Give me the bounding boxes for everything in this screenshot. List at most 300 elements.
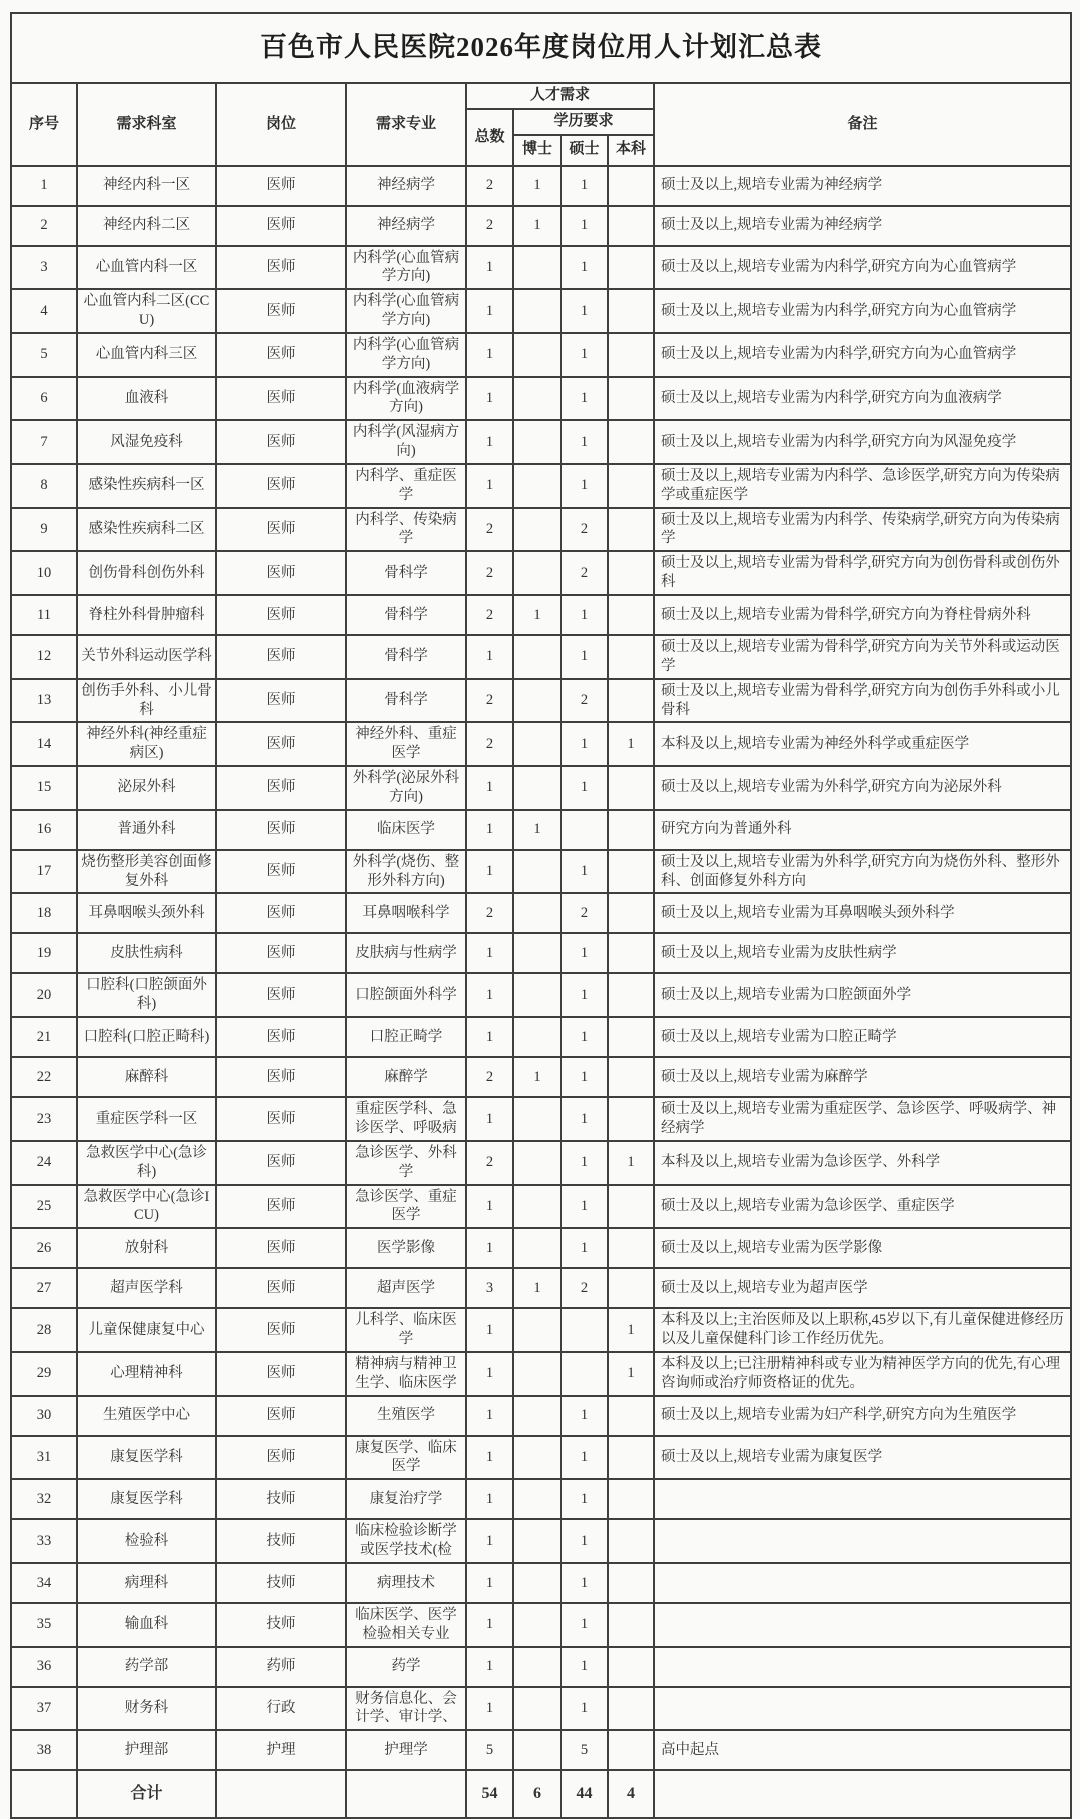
department-cell: 风湿免疫科 bbox=[77, 420, 216, 464]
position-cell: 行政 bbox=[216, 1687, 346, 1731]
phd-count-cell: 6 bbox=[513, 1770, 561, 1818]
position-cell: 医师 bbox=[216, 166, 346, 206]
row-number-cell: 19 bbox=[11, 933, 77, 973]
bachelor-count-cell bbox=[608, 464, 654, 508]
major-cell: 精神病与精神卫生学、临床医学 bbox=[346, 1352, 466, 1396]
col-header-position: 岗位 bbox=[216, 83, 346, 166]
bachelor-count-cell bbox=[608, 635, 654, 679]
department-cell: 心血管内科三区 bbox=[77, 333, 216, 377]
department-cell: 普通外科 bbox=[77, 810, 216, 850]
master-count-cell: 1 bbox=[561, 1141, 608, 1185]
total-count-cell: 1 bbox=[466, 1519, 513, 1563]
position-cell: 医师 bbox=[216, 635, 346, 679]
position-cell: 医师 bbox=[216, 973, 346, 1017]
phd-count-cell bbox=[513, 333, 561, 377]
total-count-cell: 2 bbox=[466, 679, 513, 723]
row-number-cell: 9 bbox=[11, 508, 77, 552]
bachelor-count-cell bbox=[608, 508, 654, 552]
position-cell: 医师 bbox=[216, 289, 346, 333]
phd-count-cell bbox=[513, 1396, 561, 1436]
department-cell: 心理精神科 bbox=[77, 1352, 216, 1396]
department-cell: 财务科 bbox=[77, 1687, 216, 1731]
bachelor-count-cell: 1 bbox=[608, 1141, 654, 1185]
table-row bbox=[11, 1396, 1071, 1436]
phd-count-cell bbox=[513, 635, 561, 679]
table-row bbox=[11, 1519, 1071, 1563]
remark-cell: 硕士及以上,规培专业需为神经病学 bbox=[654, 166, 1071, 206]
col-header-department: 需求科室 bbox=[77, 83, 216, 166]
table-row bbox=[11, 766, 1071, 810]
master-count-cell: 1 bbox=[561, 464, 608, 508]
row-number-cell: 33 bbox=[11, 1519, 77, 1563]
department-cell: 儿童保健康复中心 bbox=[77, 1308, 216, 1352]
master-count-cell: 1 bbox=[561, 766, 608, 810]
row-number-cell: 4 bbox=[11, 289, 77, 333]
total-count-cell: 1 bbox=[466, 766, 513, 810]
bachelor-count-cell bbox=[608, 933, 654, 973]
total-count-cell: 2 bbox=[466, 508, 513, 552]
row-number-cell: 10 bbox=[11, 551, 77, 595]
phd-count-cell: 1 bbox=[513, 166, 561, 206]
major-cell: 超声医学 bbox=[346, 1268, 466, 1308]
table-row bbox=[11, 246, 1071, 290]
major-cell: 儿科学、临床医学 bbox=[346, 1308, 466, 1352]
phd-count-cell bbox=[513, 679, 561, 723]
total-count-cell: 1 bbox=[466, 1436, 513, 1480]
department-cell: 病理科 bbox=[77, 1563, 216, 1603]
row-number-cell: 36 bbox=[11, 1647, 77, 1687]
department-cell: 重症医学科一区 bbox=[77, 1097, 216, 1141]
total-count-cell: 3 bbox=[466, 1268, 513, 1308]
phd-count-cell bbox=[513, 1730, 561, 1770]
department-cell: 检验科 bbox=[77, 1519, 216, 1563]
bachelor-count-cell bbox=[608, 1268, 654, 1308]
remark-cell: 硕士及以上,规培专业需为康复医学 bbox=[654, 1436, 1071, 1480]
phd-count-cell bbox=[513, 1519, 561, 1563]
remark-cell: 硕士及以上,规培专业需为内科学,研究方向为风湿免疫学 bbox=[654, 420, 1071, 464]
table-row bbox=[11, 508, 1071, 552]
remark-cell: 硕士及以上,规培专业需为外科学,研究方向为泌尿外科 bbox=[654, 766, 1071, 810]
col-header-no: 序号 bbox=[11, 83, 77, 166]
position-cell: 技师 bbox=[216, 1603, 346, 1647]
table-row bbox=[11, 1308, 1071, 1352]
bachelor-count-cell bbox=[608, 289, 654, 333]
major-cell: 护理学 bbox=[346, 1730, 466, 1770]
bachelor-count-cell bbox=[608, 1479, 654, 1519]
bachelor-count-cell: 1 bbox=[608, 1308, 654, 1352]
title-row bbox=[11, 13, 1071, 83]
col-header-remark: 备注 bbox=[654, 83, 1071, 166]
remark-cell: 硕士及以上,规培专业需为内科学,研究方向为血液病学 bbox=[654, 377, 1071, 421]
bachelor-count-cell bbox=[608, 810, 654, 850]
col-header-phd: 博士 bbox=[513, 135, 561, 166]
total-count-cell: 1 bbox=[466, 1563, 513, 1603]
phd-count-cell bbox=[513, 420, 561, 464]
table-row bbox=[11, 1268, 1071, 1308]
phd-count-cell bbox=[513, 508, 561, 552]
total-count-cell: 2 bbox=[466, 206, 513, 246]
major-cell: 康复治疗学 bbox=[346, 1479, 466, 1519]
master-count-cell bbox=[561, 1308, 608, 1352]
total-row bbox=[11, 1770, 1071, 1818]
table-row bbox=[11, 1436, 1071, 1480]
phd-count-cell bbox=[513, 722, 561, 766]
position-cell: 医师 bbox=[216, 595, 346, 635]
major-cell: 骨科学 bbox=[346, 595, 466, 635]
phd-count-cell: 1 bbox=[513, 810, 561, 850]
table-row bbox=[11, 1603, 1071, 1647]
table-row bbox=[11, 333, 1071, 377]
major-cell: 内科学(心血管病学方向) bbox=[346, 246, 466, 290]
position-cell: 医师 bbox=[216, 420, 346, 464]
bachelor-count-cell bbox=[608, 850, 654, 894]
remark-cell: 硕士及以上,规培专业需为重症医学、急诊医学、呼吸病学、神经病学 bbox=[654, 1097, 1071, 1141]
col-header-total: 总数 bbox=[466, 109, 513, 166]
total-count-cell: 2 bbox=[466, 595, 513, 635]
remark-cell bbox=[654, 1479, 1071, 1519]
position-cell: 医师 bbox=[216, 1017, 346, 1057]
row-number-cell: 7 bbox=[11, 420, 77, 464]
major-cell: 医学影像 bbox=[346, 1228, 466, 1268]
table-row bbox=[11, 722, 1071, 766]
phd-count-cell: 1 bbox=[513, 1268, 561, 1308]
department-cell: 护理部 bbox=[77, 1730, 216, 1770]
bachelor-count-cell bbox=[608, 766, 654, 810]
col-header-education-group: 学历要求 bbox=[513, 109, 654, 135]
bachelor-count-cell bbox=[608, 166, 654, 206]
bachelor-count-cell bbox=[608, 420, 654, 464]
total-count-cell: 1 bbox=[466, 333, 513, 377]
remark-cell: 本科及以上,规培专业需为急诊医学、外科学 bbox=[654, 1141, 1071, 1185]
phd-count-cell: 1 bbox=[513, 595, 561, 635]
recruitment-plan-table bbox=[10, 12, 1072, 1819]
table-row bbox=[11, 1017, 1071, 1057]
department-cell: 超声医学科 bbox=[77, 1268, 216, 1308]
col-header-demand-group: 人才需求 bbox=[466, 83, 654, 109]
remark-cell bbox=[654, 1563, 1071, 1603]
position-cell: 医师 bbox=[216, 1352, 346, 1396]
phd-count-cell bbox=[513, 893, 561, 933]
remark-cell: 硕士及以上,规培专业需为骨科学,研究方向为创伤手外科或小儿骨科 bbox=[654, 679, 1071, 723]
table-row bbox=[11, 1057, 1071, 1097]
total-count-cell: 1 bbox=[466, 464, 513, 508]
phd-count-cell bbox=[513, 973, 561, 1017]
master-count-cell: 1 bbox=[561, 420, 608, 464]
row-number-cell: 31 bbox=[11, 1436, 77, 1480]
position-cell bbox=[216, 1770, 346, 1818]
major-cell: 外科学(烧伤、整形外科方向) bbox=[346, 850, 466, 894]
department-cell: 创伤手外科、小儿骨科 bbox=[77, 679, 216, 723]
department-cell: 神经内科二区 bbox=[77, 206, 216, 246]
department-cell: 合计 bbox=[77, 1770, 216, 1818]
row-number-cell: 16 bbox=[11, 810, 77, 850]
department-cell: 脊柱外科骨肿瘤科 bbox=[77, 595, 216, 635]
total-count-cell: 1 bbox=[466, 1647, 513, 1687]
total-count-cell: 1 bbox=[466, 289, 513, 333]
bachelor-count-cell bbox=[608, 1563, 654, 1603]
master-count-cell: 1 bbox=[561, 635, 608, 679]
phd-count-cell bbox=[513, 766, 561, 810]
department-cell: 心血管内科二区(CCU) bbox=[77, 289, 216, 333]
position-cell: 医师 bbox=[216, 766, 346, 810]
total-count-cell: 1 bbox=[466, 1479, 513, 1519]
bachelor-count-cell bbox=[608, 1396, 654, 1436]
table-row bbox=[11, 635, 1071, 679]
position-cell: 医师 bbox=[216, 1057, 346, 1097]
department-cell: 心血管内科一区 bbox=[77, 246, 216, 290]
remark-cell bbox=[654, 1647, 1071, 1687]
total-count-cell: 54 bbox=[466, 1770, 513, 1818]
major-cell: 生殖医学 bbox=[346, 1396, 466, 1436]
position-cell: 医师 bbox=[216, 377, 346, 421]
position-cell: 医师 bbox=[216, 1436, 346, 1480]
summary-table-sheet bbox=[10, 12, 1070, 1819]
master-count-cell: 1 bbox=[561, 595, 608, 635]
table-row bbox=[11, 166, 1071, 206]
major-cell: 康复医学、临床医学 bbox=[346, 1436, 466, 1480]
remark-cell: 本科及以上,规培专业需为神经外科学或重症医学 bbox=[654, 722, 1071, 766]
major-cell: 急诊医学、外科学 bbox=[346, 1141, 466, 1185]
department-cell: 急救医学中心(急诊科) bbox=[77, 1141, 216, 1185]
position-cell: 医师 bbox=[216, 1308, 346, 1352]
master-count-cell: 2 bbox=[561, 893, 608, 933]
remark-cell: 硕士及以上,规培专业需为骨科学,研究方向为创伤骨科或创伤外科 bbox=[654, 551, 1071, 595]
major-cell: 外科学(泌尿外科方向) bbox=[346, 766, 466, 810]
master-count-cell: 1 bbox=[561, 1603, 608, 1647]
major-cell bbox=[346, 1770, 466, 1818]
department-cell: 口腔科(口腔正畸科) bbox=[77, 1017, 216, 1057]
row-number-cell: 34 bbox=[11, 1563, 77, 1603]
row-number-cell: 22 bbox=[11, 1057, 77, 1097]
master-count-cell: 1 bbox=[561, 1228, 608, 1268]
bachelor-count-cell bbox=[608, 595, 654, 635]
remark-cell: 硕士及以上,规培专业需为内科学,研究方向为心血管病学 bbox=[654, 333, 1071, 377]
phd-count-cell bbox=[513, 246, 561, 290]
department-cell: 皮肤性病科 bbox=[77, 933, 216, 973]
phd-count-cell bbox=[513, 1352, 561, 1396]
row-number-cell: 23 bbox=[11, 1097, 77, 1141]
department-cell: 放射科 bbox=[77, 1228, 216, 1268]
table-header bbox=[11, 13, 1071, 166]
remark-cell: 硕士及以上,规培专业需为口腔正畸学 bbox=[654, 1017, 1071, 1057]
table-row bbox=[11, 595, 1071, 635]
bachelor-count-cell bbox=[608, 1687, 654, 1731]
row-number-cell: 18 bbox=[11, 893, 77, 933]
phd-count-cell bbox=[513, 850, 561, 894]
row-number-cell: 2 bbox=[11, 206, 77, 246]
position-cell: 医师 bbox=[216, 333, 346, 377]
phd-count-cell: 1 bbox=[513, 206, 561, 246]
remark-cell: 硕士及以上,规培专业需为内科学,研究方向为心血管病学 bbox=[654, 289, 1071, 333]
remark-cell bbox=[654, 1519, 1071, 1563]
major-cell: 神经外科、重症医学 bbox=[346, 722, 466, 766]
position-cell: 医师 bbox=[216, 893, 346, 933]
remark-cell: 硕士及以上,规培专业需为麻醉学 bbox=[654, 1057, 1071, 1097]
remark-cell: 硕士及以上,规培专业需为耳鼻咽喉头颈外科学 bbox=[654, 893, 1071, 933]
master-count-cell bbox=[561, 810, 608, 850]
col-header-bachelor: 本科 bbox=[608, 135, 654, 166]
bachelor-count-cell bbox=[608, 893, 654, 933]
major-cell: 财务信息化、会计学、审计学、 bbox=[346, 1687, 466, 1731]
department-cell: 感染性疾病科一区 bbox=[77, 464, 216, 508]
phd-count-cell bbox=[513, 1647, 561, 1687]
major-cell: 内科学、传染病学 bbox=[346, 508, 466, 552]
phd-count-cell bbox=[513, 1563, 561, 1603]
total-count-cell: 1 bbox=[466, 1603, 513, 1647]
phd-count-cell bbox=[513, 464, 561, 508]
table-row bbox=[11, 850, 1071, 894]
position-cell: 护理 bbox=[216, 1730, 346, 1770]
department-cell: 血液科 bbox=[77, 377, 216, 421]
master-count-cell: 1 bbox=[561, 206, 608, 246]
phd-count-cell bbox=[513, 1603, 561, 1647]
remark-cell: 硕士及以上,规培专业需为急诊医学、重症医学 bbox=[654, 1185, 1071, 1229]
table-row bbox=[11, 1563, 1071, 1603]
phd-count-cell bbox=[513, 551, 561, 595]
remark-cell: 硕士及以上,规培专业需为内科学、传染病学,研究方向为传染病学 bbox=[654, 508, 1071, 552]
master-count-cell: 1 bbox=[561, 377, 608, 421]
remark-cell: 硕士及以上,规培专业需为外科学,研究方向为烧伤外科、整形外科、创面修复外科方向 bbox=[654, 850, 1071, 894]
bachelor-count-cell: 1 bbox=[608, 722, 654, 766]
phd-count-cell bbox=[513, 1097, 561, 1141]
row-number-cell: 32 bbox=[11, 1479, 77, 1519]
remark-cell: 本科及以上;已注册精神科或专业为精神医学方向的优先,有心理咨询师或治疗师资格证的优先。 bbox=[654, 1352, 1071, 1396]
row-number-cell: 3 bbox=[11, 246, 77, 290]
bachelor-count-cell bbox=[608, 551, 654, 595]
total-count-cell: 2 bbox=[466, 722, 513, 766]
table-row bbox=[11, 810, 1071, 850]
master-count-cell: 1 bbox=[561, 1563, 608, 1603]
phd-count-cell bbox=[513, 1228, 561, 1268]
remark-cell: 硕士及以上,规培专业需为口腔颌面外学 bbox=[654, 973, 1071, 1017]
phd-count-cell bbox=[513, 1017, 561, 1057]
department-cell: 药学部 bbox=[77, 1647, 216, 1687]
major-cell: 临床检验诊断学或医学技术(检 bbox=[346, 1519, 466, 1563]
total-count-cell: 1 bbox=[466, 850, 513, 894]
major-cell: 口腔颌面外科学 bbox=[346, 973, 466, 1017]
position-cell: 技师 bbox=[216, 1563, 346, 1603]
total-count-cell: 1 bbox=[466, 420, 513, 464]
remark-cell: 硕士及以上,规培专业需为妇产科学,研究方向为生殖医学 bbox=[654, 1396, 1071, 1436]
master-count-cell: 1 bbox=[561, 1519, 608, 1563]
row-number-cell: 27 bbox=[11, 1268, 77, 1308]
phd-count-cell bbox=[513, 1687, 561, 1731]
position-cell: 医师 bbox=[216, 679, 346, 723]
row-number-cell: 24 bbox=[11, 1141, 77, 1185]
position-cell: 医师 bbox=[216, 551, 346, 595]
total-count-cell: 1 bbox=[466, 1228, 513, 1268]
department-cell: 康复医学科 bbox=[77, 1479, 216, 1519]
remark-cell bbox=[654, 1770, 1071, 1818]
bachelor-count-cell bbox=[608, 333, 654, 377]
total-count-cell: 1 bbox=[466, 1185, 513, 1229]
master-count-cell: 1 bbox=[561, 722, 608, 766]
remark-cell: 高中起点 bbox=[654, 1730, 1071, 1770]
bachelor-count-cell bbox=[608, 1647, 654, 1687]
major-cell: 耳鼻咽喉科学 bbox=[346, 893, 466, 933]
major-cell: 药学 bbox=[346, 1647, 466, 1687]
phd-count-cell bbox=[513, 1185, 561, 1229]
master-count-cell: 44 bbox=[561, 1770, 608, 1818]
master-count-cell: 2 bbox=[561, 551, 608, 595]
table-row bbox=[11, 893, 1071, 933]
row-number-cell: 11 bbox=[11, 595, 77, 635]
total-count-cell: 1 bbox=[466, 1097, 513, 1141]
total-count-cell: 1 bbox=[466, 810, 513, 850]
department-cell: 麻醉科 bbox=[77, 1057, 216, 1097]
remark-cell: 硕士及以上,规培专业需为医学影像 bbox=[654, 1228, 1071, 1268]
position-cell: 药师 bbox=[216, 1647, 346, 1687]
master-count-cell: 1 bbox=[561, 850, 608, 894]
position-cell: 医师 bbox=[216, 722, 346, 766]
department-cell: 神经内科一区 bbox=[77, 166, 216, 206]
bachelor-count-cell bbox=[608, 377, 654, 421]
bachelor-count-cell: 4 bbox=[608, 1770, 654, 1818]
master-count-cell: 1 bbox=[561, 1185, 608, 1229]
department-cell: 创伤骨科创伤外科 bbox=[77, 551, 216, 595]
department-cell: 口腔科(口腔颌面外科) bbox=[77, 973, 216, 1017]
department-cell: 输血科 bbox=[77, 1603, 216, 1647]
position-cell: 医师 bbox=[216, 206, 346, 246]
department-cell: 感染性疾病科二区 bbox=[77, 508, 216, 552]
position-cell: 医师 bbox=[216, 246, 346, 290]
table-row bbox=[11, 1185, 1071, 1229]
table-row bbox=[11, 1730, 1071, 1770]
department-cell: 烧伤整形美容创面修复外科 bbox=[77, 850, 216, 894]
table-row bbox=[11, 973, 1071, 1017]
col-header-master: 硕士 bbox=[561, 135, 608, 166]
master-count-cell: 1 bbox=[561, 933, 608, 973]
table-row bbox=[11, 289, 1071, 333]
master-count-cell: 1 bbox=[561, 1687, 608, 1731]
remark-cell: 硕士及以上,规培专业为超声医学 bbox=[654, 1268, 1071, 1308]
row-number-cell: 21 bbox=[11, 1017, 77, 1057]
col-header-major: 需求专业 bbox=[346, 83, 466, 166]
phd-count-cell bbox=[513, 933, 561, 973]
position-cell: 医师 bbox=[216, 1097, 346, 1141]
position-cell: 技师 bbox=[216, 1519, 346, 1563]
table-row bbox=[11, 206, 1071, 246]
remark-cell: 研究方向为普通外科 bbox=[654, 810, 1071, 850]
department-cell: 急救医学中心(急诊ICU) bbox=[77, 1185, 216, 1229]
master-count-cell: 1 bbox=[561, 973, 608, 1017]
table-row bbox=[11, 679, 1071, 723]
table-row bbox=[11, 933, 1071, 973]
master-count-cell: 5 bbox=[561, 1730, 608, 1770]
major-cell: 临床医学 bbox=[346, 810, 466, 850]
table-body bbox=[11, 166, 1071, 1819]
position-cell: 医师 bbox=[216, 810, 346, 850]
total-count-cell: 1 bbox=[466, 1017, 513, 1057]
major-cell: 内科学(血液病学方向) bbox=[346, 377, 466, 421]
table-row bbox=[11, 1141, 1071, 1185]
bachelor-count-cell bbox=[608, 1017, 654, 1057]
row-number-cell: 6 bbox=[11, 377, 77, 421]
bachelor-count-cell bbox=[608, 246, 654, 290]
bachelor-count-cell bbox=[608, 206, 654, 246]
department-cell: 生殖医学中心 bbox=[77, 1396, 216, 1436]
master-count-cell: 1 bbox=[561, 289, 608, 333]
phd-count-cell bbox=[513, 1141, 561, 1185]
master-count-cell: 2 bbox=[561, 679, 608, 723]
position-cell: 医师 bbox=[216, 1268, 346, 1308]
major-cell: 口腔正畸学 bbox=[346, 1017, 466, 1057]
bachelor-count-cell bbox=[608, 679, 654, 723]
position-cell: 医师 bbox=[216, 933, 346, 973]
row-number-cell: 5 bbox=[11, 333, 77, 377]
master-count-cell: 1 bbox=[561, 1396, 608, 1436]
major-cell: 内科学(心血管病学方向) bbox=[346, 333, 466, 377]
